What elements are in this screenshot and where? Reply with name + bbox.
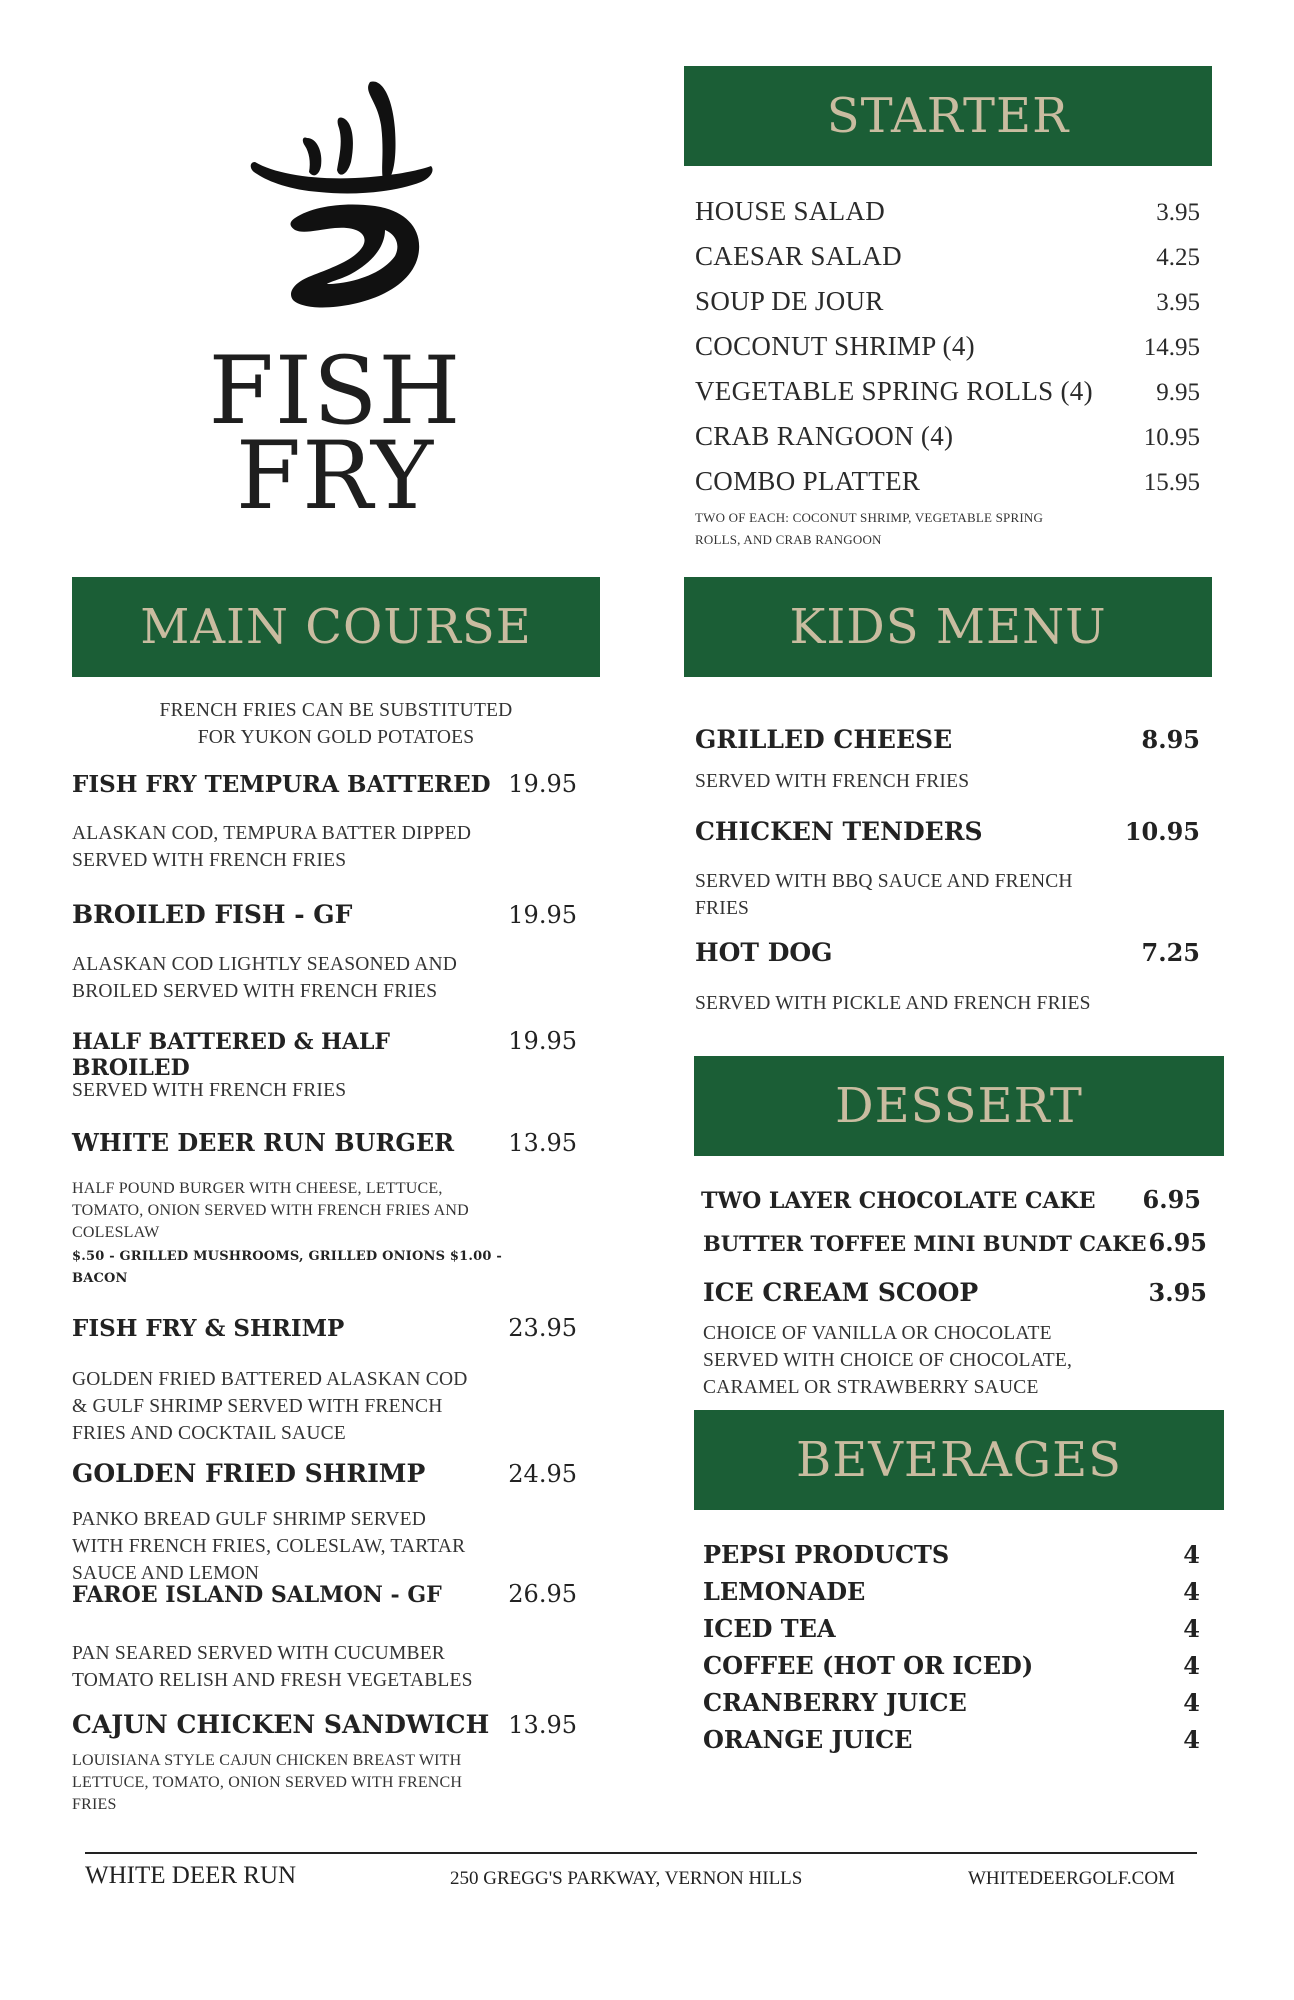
addon-line: $.50 - GRILLED MUSHROOMS, GRILLED ONIONS $1.00 -	[72, 1249, 502, 1264]
desc-line: TOMATO RELISH AND FRESH VEGETABLES	[72, 1670, 473, 1691]
item-price: 19.95	[508, 901, 577, 929]
item-name: BROILED FISH - GF	[72, 900, 353, 929]
item-name: VEGETABLE SPRING ROLLS (4)	[695, 376, 1093, 406]
combo-note-line: TWO OF EACH: COCONUT SHRIMP, VEGETABLE SPRING	[695, 510, 1044, 525]
item-price: 3.95	[1156, 289, 1200, 316]
desc-line: HALF POUND BURGER WITH CHEESE, LETTUCE,	[72, 1180, 443, 1197]
dessert-heading: DESSERT	[694, 1056, 1224, 1156]
item-description	[703, 1320, 1163, 1401]
main-item	[72, 1314, 577, 1342]
footer-divider	[85, 1852, 1197, 1854]
addon-line: BACON	[72, 1271, 128, 1286]
item-name: CAESAR SALAD	[695, 241, 902, 271]
starter-item	[695, 241, 1200, 272]
desc-line: CHOICE OF VANILLA OR CHOCOLATE	[703, 1323, 1052, 1344]
dessert-item	[703, 1228, 1207, 1257]
desc-line: GOLDEN FRIED BATTERED ALASKAN COD	[72, 1369, 468, 1390]
footer-website[interactable]: WHITEDEERGOLF.COM	[968, 1868, 1175, 1889]
desc-line: FRIES	[72, 1796, 117, 1813]
beverage-item	[703, 1688, 1200, 1717]
item-price: 6.95	[1142, 1185, 1201, 1214]
item-price: 9.95	[1156, 379, 1200, 406]
item-price: 14.95	[1143, 334, 1200, 361]
main-item	[72, 770, 577, 798]
item-name: COCONUT SHRIMP (4)	[695, 331, 975, 361]
item-description	[72, 1750, 532, 1816]
desc-line: SERVED WITH PICKLE AND FRENCH FRIES	[695, 993, 1091, 1014]
main-item	[72, 1710, 577, 1739]
item-price: 3.95	[1148, 1278, 1207, 1307]
starter-item	[695, 286, 1200, 317]
desc-line: SERVED WITH CHOICE OF CHOCOLATE,	[703, 1350, 1073, 1371]
item-name: HOUSE SALAD	[695, 196, 886, 226]
item-name: GOLDEN FRIED SHRIMP	[72, 1459, 426, 1488]
item-price: 23.95	[508, 1314, 577, 1342]
footer-address: 250 GREGG'S PARKWAY, VERNON HILLS	[450, 1868, 803, 1889]
item-price: 13.95	[508, 1129, 577, 1157]
item-price: 4	[1183, 1651, 1200, 1680]
item-name: WHITE DEER RUN BURGER	[72, 1128, 455, 1157]
desc-line: LETTUCE, TOMATO, ONION SERVED WITH FRENCH	[72, 1774, 463, 1791]
item-price: 13.95	[508, 1711, 577, 1739]
item-name: ORANGE JUICE	[703, 1725, 913, 1754]
starter-heading: STARTER	[684, 66, 1212, 166]
item-price: 19.95	[508, 770, 577, 798]
item-name: FAROE ISLAND SALMON - GF	[72, 1582, 442, 1608]
beverage-item	[703, 1651, 1200, 1680]
item-price: 4.25	[1156, 244, 1200, 271]
item-description	[72, 1077, 532, 1104]
kids-item	[695, 817, 1200, 846]
item-name: CRAB RANGOON (4)	[695, 421, 954, 451]
main-item	[72, 1580, 577, 1608]
main-course-note	[72, 697, 600, 751]
item-description	[72, 951, 532, 1005]
combo-note	[695, 507, 1115, 551]
desc-line: BROILED SERVED WITH FRENCH FRIES	[72, 981, 438, 1002]
starter-item	[695, 376, 1200, 407]
item-name: HALF BATTERED & HALF BROILED	[72, 1029, 391, 1081]
item-price: 10.95	[1143, 424, 1200, 451]
item-price: 8.95	[1141, 725, 1200, 754]
calligraphy-mark-icon	[235, 70, 465, 320]
item-price: 15.95	[1143, 469, 1200, 496]
item-price: 6.95	[1148, 1228, 1207, 1257]
combo-note-line: ROLLS, AND CRAB RANGOON	[695, 532, 882, 547]
item-name: FISH FRY & SHRIMP	[72, 1315, 345, 1342]
item-price: 19.95	[508, 1027, 577, 1055]
item-description	[695, 768, 1155, 795]
item-price: 4	[1183, 1725, 1200, 1754]
item-name: CAJUN CHICKEN SANDWICH	[72, 1710, 490, 1739]
item-name: CHICKEN TENDERS	[695, 817, 983, 846]
main-item	[72, 1459, 577, 1488]
item-price: 4	[1183, 1577, 1200, 1606]
beverage-item	[703, 1614, 1200, 1643]
item-name: COMBO PLATTER	[695, 466, 921, 496]
starter-item	[695, 421, 1200, 452]
item-addons	[72, 1246, 542, 1290]
item-name: BUTTER TOFFEE MINI BUNDT CAKE	[703, 1231, 1147, 1256]
starter-item	[695, 331, 1200, 362]
item-name: CRANBERRY JUICE	[703, 1688, 967, 1717]
desc-line: ALASKAN COD, TEMPURA BATTER DIPPED	[72, 823, 472, 844]
desc-line: FRIES	[695, 898, 750, 919]
desc-line: CARAMEL OR STRAWBERRY SAUCE	[703, 1377, 1039, 1398]
desc-line: PANKO BREAD GULF SHRIMP SERVED	[72, 1509, 427, 1530]
item-description	[695, 990, 1155, 1017]
item-price: 4	[1183, 1540, 1200, 1569]
beverage-item	[703, 1540, 1200, 1569]
note-line: FOR YUKON GOLD POTATOES	[197, 727, 475, 748]
item-description	[72, 1366, 532, 1447]
item-description	[695, 868, 1155, 922]
beverage-item	[703, 1725, 1200, 1754]
kids-item	[695, 725, 1200, 754]
item-price: 24.95	[508, 1460, 577, 1488]
item-price: 26.95	[508, 1580, 577, 1608]
beverage-item	[703, 1577, 1200, 1606]
item-price: 7.25	[1141, 938, 1200, 967]
item-description	[72, 1178, 532, 1244]
dessert-item	[701, 1185, 1201, 1214]
desc-line: COLESLAW	[72, 1224, 160, 1241]
starter-item	[695, 196, 1200, 227]
desc-line: SERVED WITH FRENCH FRIES	[695, 771, 970, 792]
item-name: SOUP DE JOUR	[695, 286, 884, 316]
item-name: HOT DOG	[695, 938, 833, 967]
footer-venue: WHITE DEER RUN	[85, 1862, 297, 1889]
desc-line: SAUCE AND LEMON	[72, 1563, 260, 1584]
main-item	[72, 900, 577, 929]
item-name: ICE CREAM SCOOP	[703, 1278, 979, 1307]
item-name: LEMONADE	[703, 1577, 866, 1606]
item-description	[72, 1506, 532, 1587]
desc-line: TOMATO, ONION SERVED WITH FRENCH FRIES AND	[72, 1202, 469, 1219]
item-price: 10.95	[1124, 817, 1200, 846]
brand-title-line-2: FRY	[235, 422, 435, 531]
desc-line: LOUISIANA STYLE CAJUN CHICKEN BREAST WITH	[72, 1752, 462, 1769]
item-name: TWO LAYER CHOCOLATE CAKE	[701, 1188, 1096, 1214]
item-name: ICED TEA	[703, 1614, 836, 1643]
desc-line: WITH FRENCH FRIES, COLESLAW, TARTAR	[72, 1536, 466, 1557]
main-item	[72, 1128, 577, 1157]
item-name: GRILLED CHEESE	[695, 725, 953, 754]
desc-line: FRIES AND COCKTAIL SAUCE	[72, 1423, 346, 1444]
brand-title-line-1: FISH	[208, 337, 462, 446]
desc-line: SERVED WITH BBQ SAUCE AND FRENCH	[695, 871, 1073, 892]
desc-line: PAN SEARED SERVED WITH CUCUMBER	[72, 1643, 446, 1664]
item-name: COFFEE (HOT OR ICED)	[703, 1651, 1034, 1680]
note-line: FRENCH FRIES CAN BE SUBSTITUTED	[159, 700, 513, 721]
item-price: 3.95	[1156, 199, 1200, 226]
main-course-heading: MAIN COURSE	[72, 577, 600, 677]
item-name: FISH FRY TEMPURA BATTERED	[72, 771, 491, 798]
desc-line: SERVED WITH FRENCH FRIES	[72, 1080, 347, 1101]
kids-menu-heading: KIDS MENU	[684, 577, 1212, 677]
item-description	[72, 1640, 532, 1694]
item-price: 4	[1183, 1688, 1200, 1717]
starter-item	[695, 466, 1200, 497]
item-price: 4	[1183, 1614, 1200, 1643]
desc-line: & GULF SHRIMP SERVED WITH FRENCH	[72, 1396, 443, 1417]
item-description	[72, 820, 532, 874]
kids-item	[695, 938, 1200, 967]
beverages-heading: BEVERAGES	[694, 1410, 1224, 1510]
desc-line: ALASKAN COD LIGHTLY SEASONED AND	[72, 954, 458, 975]
dessert-item	[703, 1278, 1207, 1307]
main-item	[72, 1027, 577, 1081]
item-name: PEPSI PRODUCTS	[703, 1540, 950, 1569]
desc-line: SERVED WITH FRENCH FRIES	[72, 850, 347, 871]
